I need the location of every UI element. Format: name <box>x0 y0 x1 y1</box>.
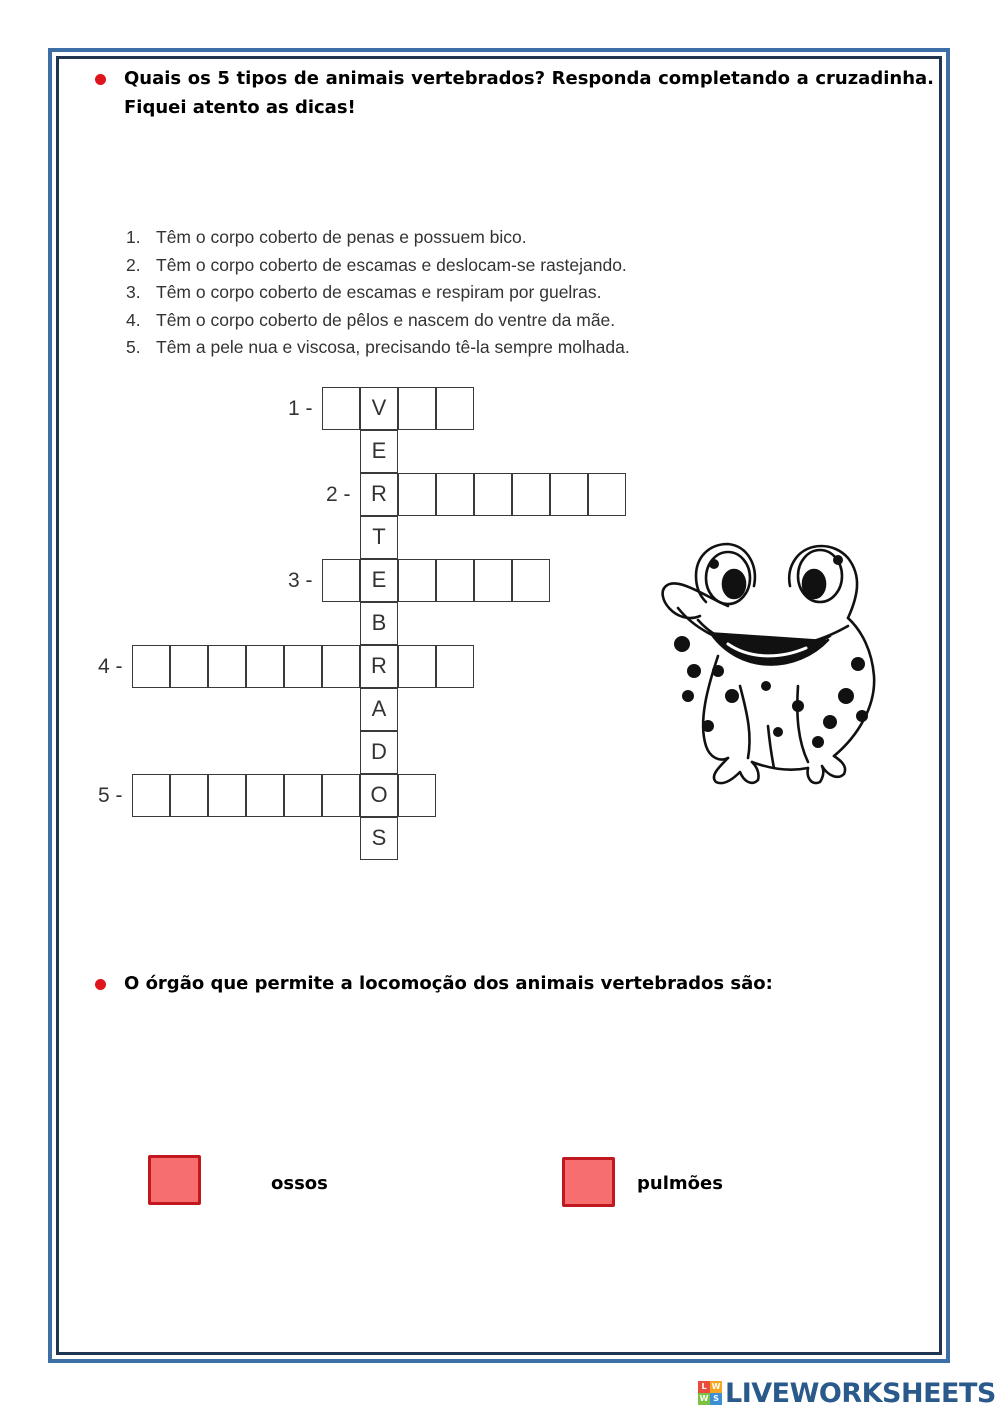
crossword-letter-cell: B <box>360 602 398 645</box>
crossword-answer-cell[interactable] <box>512 559 550 602</box>
crossword-answer-cell[interactable] <box>208 774 246 817</box>
crossword-row-label: 2 - <box>326 483 351 506</box>
crossword-answer-cell[interactable] <box>588 473 626 516</box>
frog-icon <box>648 536 888 796</box>
crossword-letter-cell: V <box>360 387 398 430</box>
clue-item: 3. Têm o corpo coberto de escamas e respiram por guelras. <box>126 282 602 302</box>
crossword-letter-cell: R <box>360 645 398 688</box>
crossword-letter-cell: D <box>360 731 398 774</box>
crossword-row-label: 1 - <box>288 397 313 420</box>
crossword-answer-cell[interactable] <box>322 559 360 602</box>
option-pulmoes-checkbox[interactable] <box>562 1157 615 1207</box>
crossword-row-label: 3 - <box>288 569 313 592</box>
crossword-answer-cell[interactable] <box>284 774 322 817</box>
clue-item: 5. Têm a pele nua e viscosa, precisando tê-la sempre molhada. <box>126 337 630 357</box>
crossword-letter-cell: A <box>360 688 398 731</box>
crossword-row-label: 4 - <box>98 655 123 678</box>
crossword-answer-cell[interactable] <box>170 645 208 688</box>
option-ossos-checkbox[interactable] <box>148 1155 201 1205</box>
crossword-answer-cell[interactable] <box>208 645 246 688</box>
crossword-answer-cell[interactable] <box>436 473 474 516</box>
crossword-answer-cell[interactable] <box>398 645 436 688</box>
clue-item: 2. Têm o corpo coberto de escamas e deslocam-se rastejando. <box>126 254 627 275</box>
clue-item: 4. Têm o corpo coberto de pêlos e nascem do ventre da mãe. <box>126 309 616 330</box>
crossword-answer-cell[interactable] <box>474 473 512 516</box>
question-1-text: Quais os 5 tipos de animais vertebrados? Responda completando a cruzadinha. Fiquei atento as dicas! <box>124 68 934 118</box>
crossword-answer-cell[interactable] <box>398 473 436 516</box>
crossword-answer-cell[interactable] <box>512 473 550 516</box>
crossword-answer-cell[interactable] <box>132 774 170 817</box>
crossword-letter-cell: S <box>360 817 398 860</box>
crossword-answer-cell[interactable] <box>436 645 474 688</box>
crossword-answer-cell[interactable] <box>246 645 284 688</box>
liveworksheets-logo-icon: L W W S <box>699 1382 721 1403</box>
crossword-row-label: 5 - <box>98 784 123 807</box>
crossword-answer-cell[interactable] <box>246 774 284 817</box>
crossword-answer-cell[interactable] <box>436 559 474 602</box>
brand-name: LIVEWORKSHEETS <box>725 1377 996 1409</box>
clue-list <box>126 224 630 362</box>
crossword-answer-cell[interactable] <box>398 774 436 817</box>
crossword-answer-cell[interactable] <box>398 387 436 430</box>
crossword-answer-cell[interactable] <box>550 473 588 516</box>
option-ossos-label: ossos <box>271 1173 328 1194</box>
crossword-answer-cell[interactable] <box>398 559 436 602</box>
crossword-letter-cell: T <box>360 516 398 559</box>
liveworksheets-brand[interactable] <box>698 1376 996 1410</box>
crossword-answer-cell[interactable] <box>284 645 322 688</box>
crossword-answer-cell[interactable] <box>170 774 208 817</box>
option-pulmoes-label: pulmões <box>637 1173 723 1194</box>
clue-item: 1. Têm o corpo coberto de penas e possuem bico. <box>126 227 527 247</box>
bullet-icon <box>95 979 106 990</box>
crossword-letter-cell: R <box>360 473 398 516</box>
crossword-letter-cell: O <box>360 774 398 817</box>
crossword-answer-cell[interactable] <box>322 774 360 817</box>
crossword-answer-cell[interactable] <box>436 387 474 430</box>
crossword-letter-cell: E <box>360 559 398 602</box>
crossword-answer-cell[interactable] <box>474 559 512 602</box>
crossword-answer-cell[interactable] <box>132 645 170 688</box>
crossword-answer-cell[interactable] <box>322 645 360 688</box>
bullet-icon <box>95 74 106 85</box>
crossword-answer-cell[interactable] <box>322 387 360 430</box>
crossword-letter-cell: E <box>360 430 398 473</box>
question-2-text: O órgão que permite a locomoção dos animais vertebrados são: <box>124 973 773 994</box>
